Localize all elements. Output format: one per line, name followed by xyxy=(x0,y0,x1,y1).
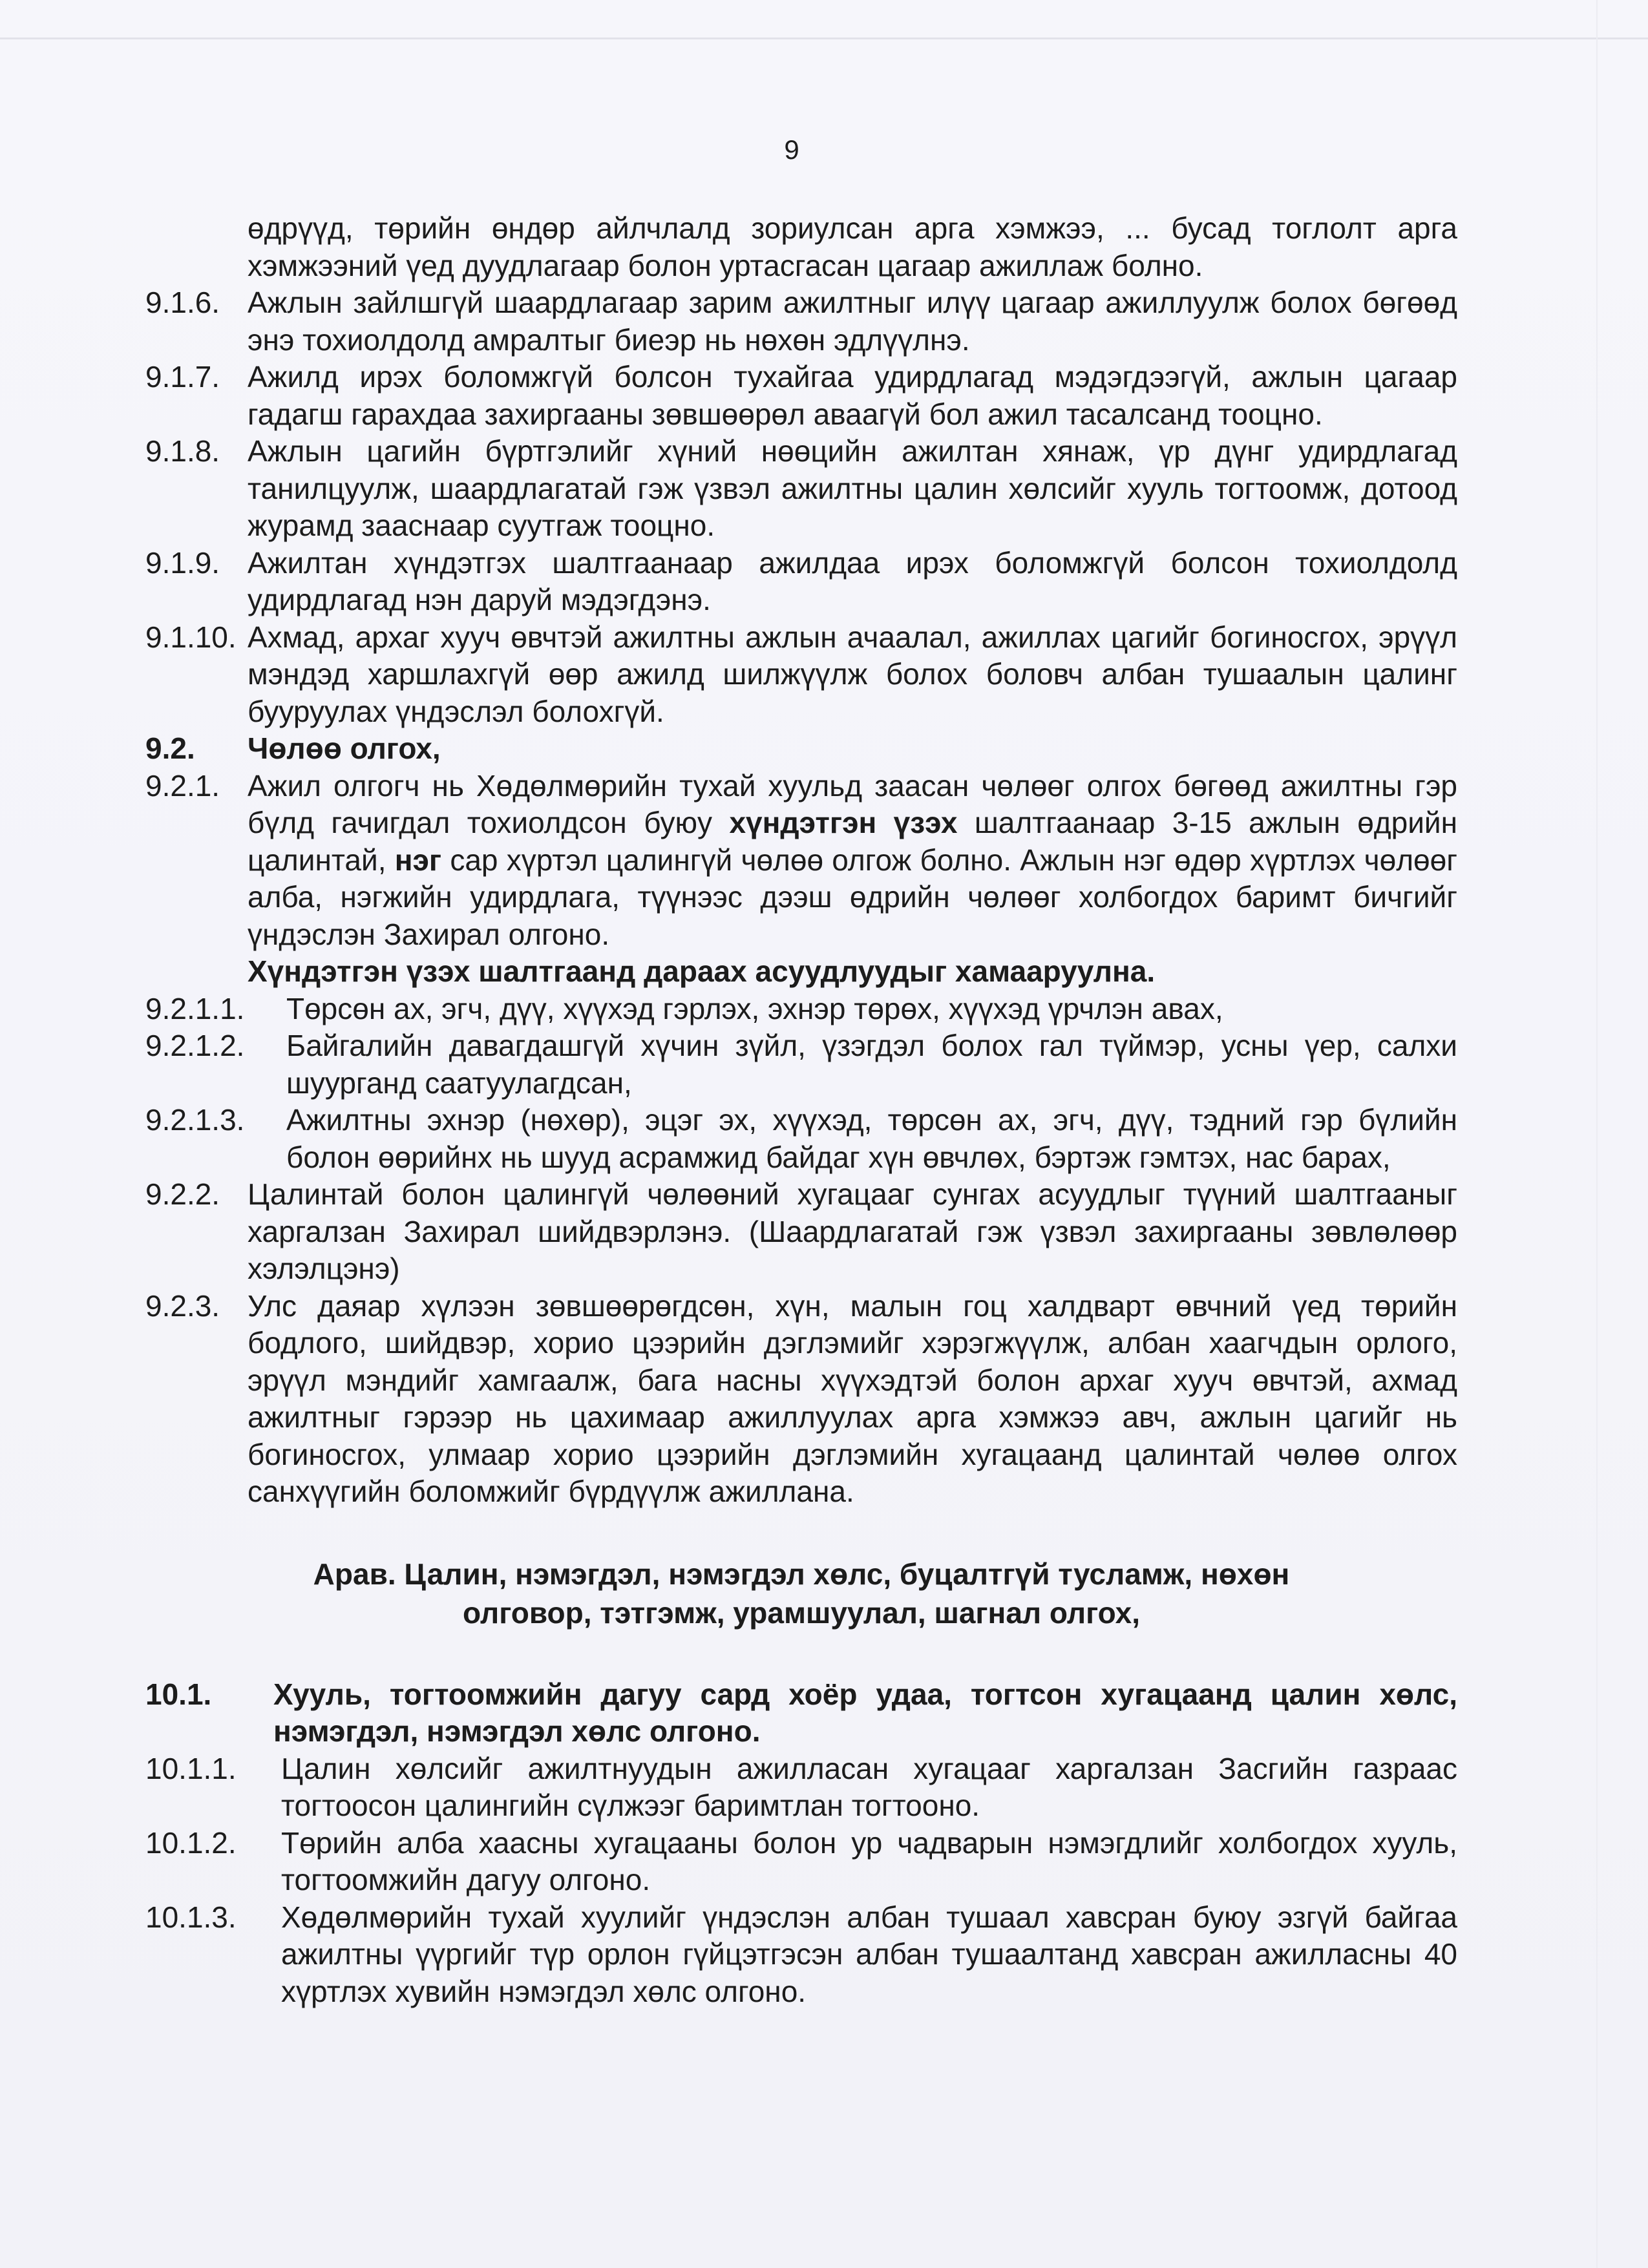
clause-number: 9.2.1.2. xyxy=(145,1029,245,1062)
emphasis-line: Хүндэтгэн үзэх шалтгаанд дараах асуудлуудыг хамааруулна. xyxy=(248,954,1156,988)
scan-right-edge xyxy=(1596,0,1598,2268)
clause-text: Байгалийн давагдашгүй хүчин зүйл, үзэгдэл болох гал түймэр, усны үер, салхи шуурганд саатуулагдсан, xyxy=(286,1029,1457,1100)
clause-text: Төрийн алба хаасны хугацааны болон ур чадварын нэмэгдлийг холбогдох хууль, тогтоомжийн дагуу олгоно. xyxy=(281,1825,1457,1896)
clause-text: Улс даяар хүлээн зөвшөөрөгдсөн, хүн, малын гоц халдварт өвчний үед төрийн бодлого, шийдвэр, хорио цээрийн дэглэмийг хэрэгжүүлж, албан хаагчдын орлого, эрүүл мэндийг хамгаалж, бага насны хүүхэдтэй болон архаг хууч өвчтэй, ахмад ажилтныг гэрээр нь цахимаар ажиллуулах арга хэмжээ авч, ажлын цагийг нь богиносгох, улмаар хорио цээрийн дэглэмийн хугацаанд цалинтай чөлөө олгох санхүүгийн боломжийг бүрдүүлж ажиллана. xyxy=(248,1288,1457,1508)
clause-text: Цалин хөлсийг ажилтнуудын ажилласан хугацааг харгалзан Засгийн газраас тогтоосон цалингийн сүлжээг баримтлан тогтооно. xyxy=(281,1751,1457,1822)
scan-top-edge xyxy=(0,37,1648,39)
section-10-1-heading xyxy=(145,1676,1457,1750)
clause-9-2-1 xyxy=(145,768,1457,991)
clause-text: Ажилтан хүндэтгэх шалтгаанаар ажилдаа ирэх боломжгүй болсон тохиолдолд удирдлагад нэн даруй мэдэгдэнэ. xyxy=(248,545,1457,616)
clause-text: Цалинтай болон цалингүй чөлөөний хугацааг сунгах асуудлыг түүний шалтгааныг харгалзан Захирал шийдвэрлэнэ. (Шаардлагатай гэж үзвэл захиргааны зөвлөлөөр хэлэлцэнэ) xyxy=(248,1177,1457,1285)
paragraph-text: өдрүүд, төрийн өндөр айлчлалд зориулсан арга хэмжээ, ... бусад тоглолт арга хэмжээний үед дуудлагаар болон уртасгасан цагаар ажиллаж болно. xyxy=(248,211,1457,282)
clause-text: Ажлын зайлшгүй шаардлагаар зарим ажилтныг илүү цагаар ажиллуулж болох бөгөөд энэ тохиолдолд амралтыг биеэр нь нөхөн эдлүүлнэ. xyxy=(248,286,1457,357)
clause-9-1-8 xyxy=(145,433,1457,545)
clause-number: 9.1.9. xyxy=(145,545,220,580)
clause-10-1-1 xyxy=(145,1750,1457,1825)
clause-text: Ажлын цагийн бүртгэлийг хүний нөөцийн ажилтан хянаж, үр дүнг удирдлагад танилцуулж, шаардлагатай гэж үзвэл ажилтны цалин хөлсийг хууль тогтоомж, дотоод журамд зааснаар суутгаж тооцно. xyxy=(248,434,1457,542)
clause-text: Төрсөн ах, эгч, дүү, хүүхэд гэрлэх, эхнэр төрөх, хүүхэд үрчлэн авах, xyxy=(286,991,1223,1025)
page-number: 9 xyxy=(784,134,799,165)
clause-9-1-10 xyxy=(145,619,1457,731)
clause-text: Хөдөлмөрийн тухай хуулийг үндэслэн албан тушаал хавсран буюу эзгүй байгаа ажилтны үүргийг түр орлон гүйцэтгэсэн албан тушаалтанд хавсран ажилласны 40 хүртлэх хувийн нэмэгдэл хөлс олгоно. xyxy=(281,1900,1457,2008)
clause-text-part: сар хүртэл цалингүй чөлөө олгож болно. Ажлын нэг өдөр хүртлэх чөлөөг алба, нэгжийн удирдлага, түүнээс дээш өдрийн чөлөөг холбогдох баримт бичгийг үндэслэн Захирал олгоно. xyxy=(248,843,1457,951)
clause-9-2-1-2 xyxy=(145,1027,1457,1102)
clause-10-1-2 xyxy=(145,1825,1457,1899)
clause-number: 9.1.8. xyxy=(145,434,220,468)
clause-number: 9.2.1.1. xyxy=(145,991,245,1025)
clause-number: 10.1.3. xyxy=(145,1900,237,1934)
document-body xyxy=(145,210,1457,2010)
clause-number: 9.1.7. xyxy=(145,360,220,394)
clause-number: 9.2.2. xyxy=(145,1177,220,1211)
clause-number: 9.2.1.3. xyxy=(145,1103,245,1137)
clause-number: 9.1.10. xyxy=(145,620,237,654)
clause-number: 10.1.1. xyxy=(145,1751,237,1785)
clause-text-part: Ажил олгогч нь Хөдөлмөрийн тухай хуульд заасан чөлөөг олгох бөгөөд ажилтны гэр бүлд гачигдал тохиолдсон буюу xyxy=(248,768,1457,839)
clause-number: 10.1.2. xyxy=(145,1825,237,1860)
section-number: 9.2. xyxy=(145,731,195,765)
clause-9-1-6 xyxy=(145,284,1457,359)
clause-text: Ажилтны эхнэр (нөхөр), эцэг эх, хүүхэд, төрсөн ах, эгч, дүү, тэдний гэр бүлийн болон өөрийнх нь шууд асрамжид байдаг хүн өвчлөх, бэртэж гэмтэх, нас барах, xyxy=(286,1103,1457,1174)
clause-text-part: шалтгаанаар 3-15 ажлын өдрийн цалинтай, xyxy=(248,806,1457,877)
clause-9-1-9 xyxy=(145,545,1457,619)
section-number: 10.1. xyxy=(145,1677,212,1711)
clause-9-2-1-3 xyxy=(145,1102,1457,1176)
clause-9-2-1-1 xyxy=(145,991,1457,1028)
section-title: Чөлөө олгох, xyxy=(248,731,441,765)
section-9-2-heading xyxy=(145,730,1457,768)
clause-text: Ахмад, архаг хууч өвчтэй ажилтны ажлын ачаалал, ажиллах цагийг богиносгох, эрүүл мэндэд харшлахгүй өөр ажилд шилжүүлж болох боловч албан тушаалын цалинг бууруулах үндэслэл болохгүй. xyxy=(248,620,1457,728)
clause-text: Ажилд ирэх боломжгүй болсон тухайгаа удирдлагад мэдэгдээгүй, ажлын цагаар гадагш гарахдаа захиргааны зөвшөөрөл аваагүй бол ажил тасалсанд тооцно. xyxy=(248,360,1457,431)
clause-number: 9.2.3. xyxy=(145,1288,220,1323)
emphasis-text: нэг xyxy=(394,843,442,877)
clause-9-2-3 xyxy=(145,1288,1457,1511)
clause-9-2-2 xyxy=(145,1176,1457,1288)
chapter-heading: Арав. Цалин, нэмэгдэл, нэмэгдэл хөлс, буцалтгүй тусламж, нөхөн олговор, тэтгэмж, урамшуулал, шагнал олгох, xyxy=(313,1557,1290,1630)
continuation-paragraph xyxy=(145,210,1457,284)
clause-9-1-7 xyxy=(145,359,1457,433)
clause-number: 9.1.6. xyxy=(145,286,220,319)
clause-number: 9.2.1. xyxy=(145,768,220,803)
section-title: Хууль, тогтоомжийн дагуу сард хоёр удаа, тогтсон хугацаанд цалин хөлс, нэмэгдэл, нэмэгдэл хөлс олгоно. xyxy=(273,1677,1457,1748)
clause-10-1-3 xyxy=(145,1899,1457,2011)
emphasis-text: хүндэтгэн үзэх xyxy=(729,806,958,839)
clause-text xyxy=(248,768,1457,991)
